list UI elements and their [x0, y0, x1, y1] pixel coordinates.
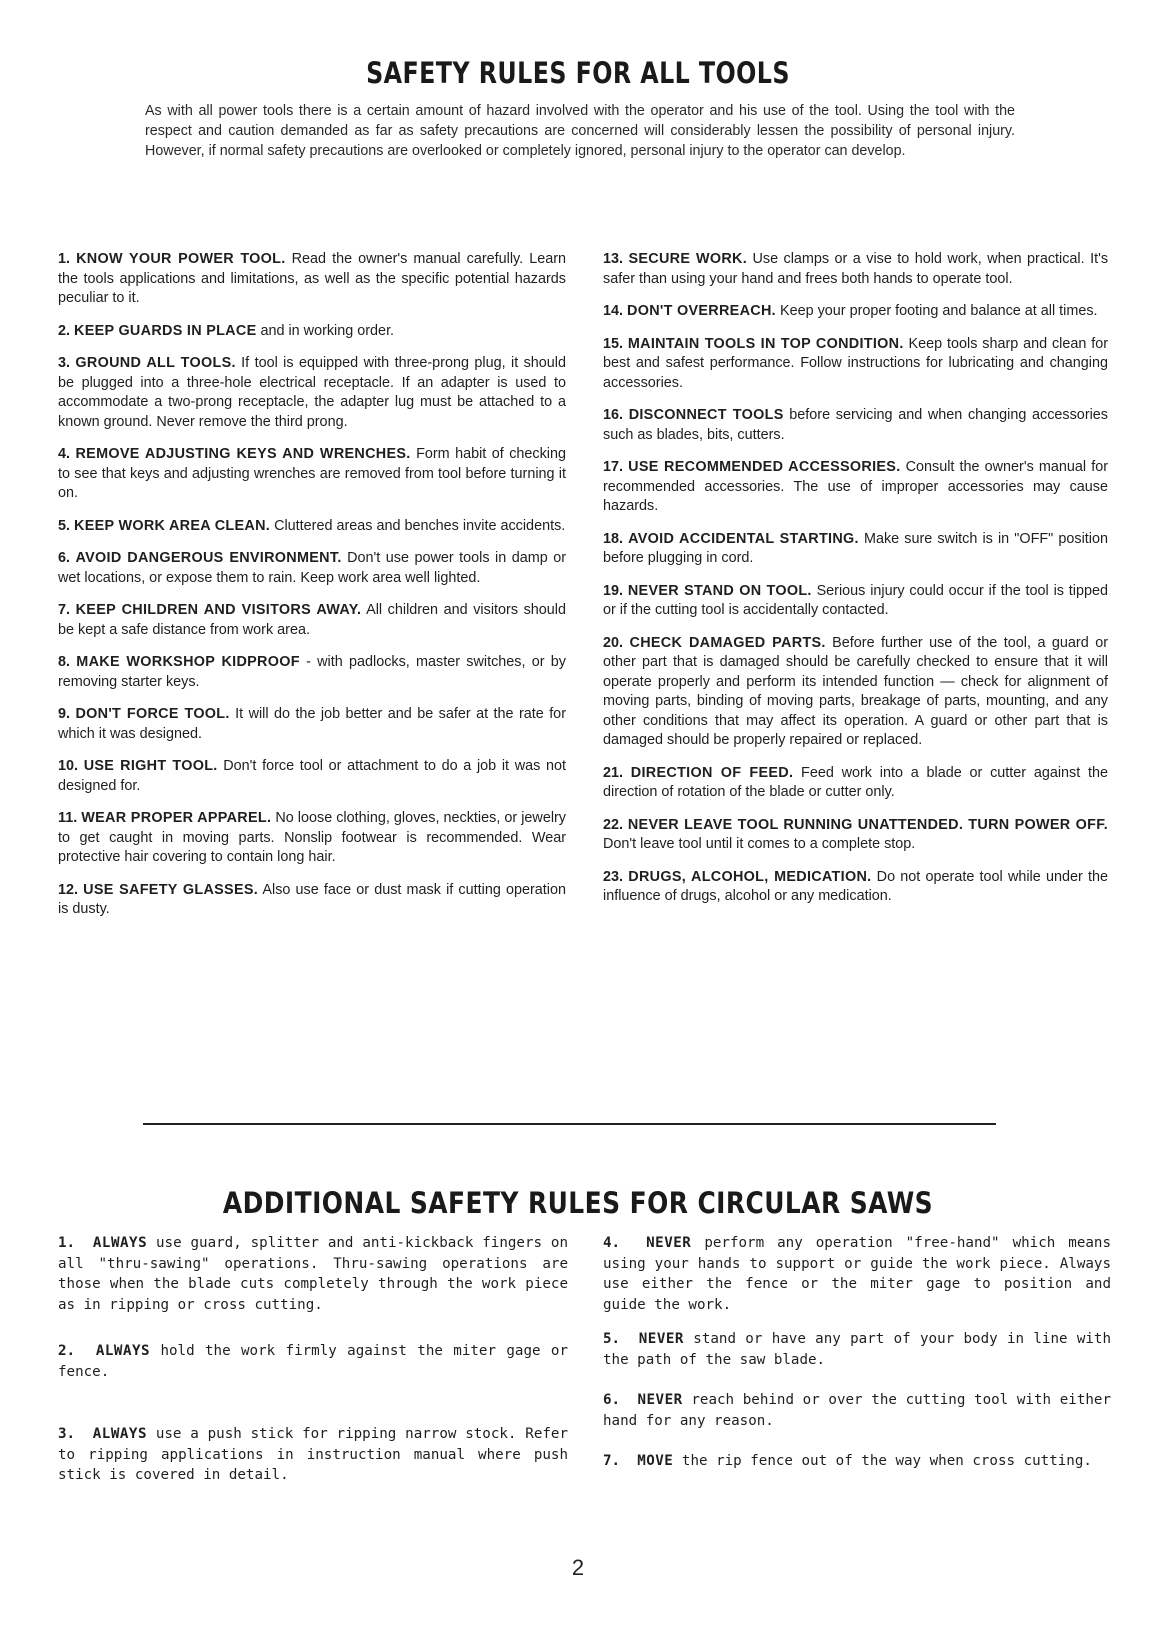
- rule-number: 9.: [58, 706, 71, 722]
- rule-number: 5.: [603, 1331, 621, 1347]
- rule-number: 2.: [58, 1343, 76, 1359]
- saw-rules-right-column: [603, 1233, 1111, 1472]
- rule-item: [58, 653, 566, 692]
- rule-text: the rip fence out of the way when cross cutting.: [681, 1453, 1092, 1469]
- rule-item: [603, 582, 1108, 621]
- rule-number: 12.: [58, 881, 79, 898]
- rule-text: Keep your proper footing and balance at all times.: [779, 303, 1098, 319]
- rule-number: 19.: [603, 582, 624, 599]
- rule-item: [603, 335, 1108, 394]
- rule-text: hold the work firmly against the miter gage or fence.: [58, 1343, 568, 1380]
- rule-text: - with padlocks, master switches, or by removing starter keys.: [58, 654, 566, 690]
- rule-number: 13.: [603, 251, 624, 267]
- section-divider: [143, 1123, 996, 1125]
- rule-heading: KEEP CHILDREN AND VISITORS AWAY.: [75, 602, 362, 618]
- rule-number: 17.: [603, 459, 624, 475]
- rule-item: [58, 445, 566, 504]
- rule-heading: MAKE WORKSHOP KIDPROOF: [76, 654, 300, 670]
- rules-right-column: [603, 250, 1108, 920]
- rule-number: 21.: [603, 764, 624, 781]
- page-number: 2: [571, 1555, 585, 1580]
- rule-item: [58, 322, 566, 342]
- rules-left-column: [58, 250, 566, 933]
- rule-number: 23.: [603, 868, 624, 885]
- rule-heading: SECURE WORK.: [628, 251, 748, 267]
- rule-heading: GROUND ALL TOOLS.: [75, 355, 236, 371]
- rule-keyword: ALWAYS: [92, 1426, 147, 1442]
- rule-number: 6.: [603, 1392, 621, 1408]
- rule-text: Feed work into a blade or cutter against the direction of rotation of the blade or cutter only.: [603, 764, 1109, 800]
- rule-text: Don't force tool or attachment to do a job it was not designed for.: [58, 758, 566, 794]
- rule-text: If tool is equipped with three-prong plug, it should be plugged into a three-hole electrical receptacle. If an adapter is used to accommodate a two-prong receptacle, the adapter lug must be attached to a known ground. Never remove the third prong.: [58, 355, 566, 430]
- rule-number: 15.: [603, 335, 624, 352]
- page-title: SAFETY RULES FOR ALL TOOLS: [366, 56, 790, 90]
- rule-item: [603, 816, 1108, 855]
- rule-number: 6.: [58, 550, 71, 566]
- rule-heading: MAINTAIN TOOLS IN TOP CONDITION.: [627, 335, 904, 352]
- saw-rule-item: [58, 1341, 568, 1382]
- rule-item: [58, 881, 566, 920]
- rule-heading: KEEP GUARDS IN PLACE: [74, 322, 257, 339]
- rule-keyword: NEVER: [638, 1331, 684, 1347]
- rule-number: 18.: [603, 530, 624, 547]
- rule-number: 22.: [603, 816, 624, 833]
- rule-item: [603, 458, 1108, 517]
- rule-number: 4.: [603, 1235, 621, 1251]
- saw-rule-item: [603, 1233, 1111, 1315]
- rule-heading: CHECK DAMAGED PARTS.: [629, 634, 826, 651]
- rule-number: 8.: [58, 654, 71, 670]
- rule-number: 1.: [58, 251, 71, 267]
- intro-paragraph: As with all power tools there is a certain amount of hazard involved with the operator and his use of the tool. Using the tool with the respect and caution demanded as far as safety precautions are concerned will considerably lessen the possibility of personal injury. However, if normal safety precautions are overlooked or completely ignored, personal injury to the operator can develop.: [145, 103, 1015, 159]
- rule-number: 3.: [58, 1426, 76, 1442]
- rule-text: Read the owner's manual carefully. Learn the tools applications and limitations, as well as the specific potential hazards peculiar to it.: [58, 251, 567, 306]
- rule-text: Do not operate tool while under the influence of drugs, alcohol or any medication.: [603, 868, 1109, 904]
- rule-item: [603, 868, 1108, 907]
- rule-text: It will do the job better and be safer at the rate for which it was designed.: [58, 706, 566, 742]
- rule-heading: USE RECOMMENDED ACCESSORIES.: [628, 459, 901, 475]
- rule-heading: REMOVE ADJUSTING KEYS AND WRENCHES.: [75, 446, 411, 462]
- saw-rules-left-column: [58, 1233, 568, 1486]
- rule-number: 3.: [58, 355, 71, 371]
- rule-heading: WEAR PROPER APPAREL.: [81, 810, 272, 826]
- rule-item: [603, 634, 1108, 751]
- rule-text: Serious injury could occur if the tool is tipped or if the cutting tool is accidentally contacted.: [603, 582, 1109, 618]
- rule-item: [603, 406, 1108, 445]
- rule-keyword: ALWAYS: [92, 1235, 148, 1251]
- rule-text: Keep tools sharp and clean for best and safest performance. Follow instructions for lubricating and changing accessories.: [603, 335, 1109, 391]
- saw-rule-item: [58, 1424, 568, 1486]
- rule-heading: DISCONNECT TOOLS: [628, 407, 784, 423]
- rule-text: perform any operation "free-hand" which means using your hands to support or guide the work piece. Always use either the fence or the miter gage to position and guide the work.: [603, 1235, 1112, 1313]
- rule-text: Don't use power tools in damp or wet locations, or expose them to rain. Keep work area well lighted.: [58, 550, 566, 586]
- rule-number: 2.: [58, 322, 71, 339]
- rule-text: No loose clothing, gloves, neckties, or jewelry to get caught in moving parts. Nonslip footwear is recommended. Wear protective hair covering to contain long hair.: [58, 810, 567, 865]
- rule-text: All children and visitors should be kept a safe distance from work area.: [58, 602, 567, 638]
- rule-keyword: MOVE: [637, 1453, 674, 1469]
- rule-text: Before further use of the tool, a guard or other part that is damaged should be carefully checked to ensure that it will operate properly and perform its intended function — check for alignment of moving parts, binding of moving parts, breakage of parts, mounting, and any other conditions that may affect its operation. A guard or other part that is damaged should be properly repaired or replaced.: [603, 634, 1109, 748]
- saw-rule-item: [603, 1329, 1111, 1370]
- rule-text: before servicing and when changing accessories such as blades, bits, cutters.: [603, 407, 1109, 443]
- saw-rule-item: [603, 1451, 1111, 1472]
- rule-heading: NEVER STAND ON TOOL.: [627, 582, 812, 599]
- rule-heading: NEVER LEAVE TOOL RUNNING UNATTENDED. TURN POWER OFF.: [627, 816, 1109, 833]
- rule-item: [58, 517, 566, 537]
- rule-number: 7.: [58, 602, 71, 618]
- rule-item: [603, 250, 1108, 289]
- rule-item: [603, 530, 1108, 569]
- rule-text: Also use face or dust mask if cutting operation is dusty.: [58, 881, 566, 917]
- rule-heading: DON'T FORCE TOOL.: [75, 706, 230, 722]
- rule-heading: DIRECTION OF FEED.: [630, 764, 794, 781]
- rule-item: [58, 601, 566, 640]
- rule-item: [58, 809, 566, 868]
- rule-keyword: NEVER: [637, 1392, 683, 1408]
- rule-heading: AVOID ACCIDENTAL STARTING.: [628, 530, 859, 547]
- rule-text: reach behind or over the cutting tool with either hand for any reason.: [603, 1392, 1111, 1429]
- rule-heading: DRUGS, ALCOHOL, MEDICATION.: [628, 868, 872, 885]
- rule-number: 5.: [58, 517, 71, 534]
- saw-rule-item: [58, 1233, 568, 1315]
- rule-text: Make sure switch is in "OFF" position before plugging in cord.: [603, 530, 1109, 566]
- rule-number: 7.: [603, 1453, 621, 1469]
- saw-section-title: ADDITIONAL SAFETY RULES FOR CIRCULAR SAWS: [222, 1186, 934, 1220]
- rule-text: Consult the owner's manual for recommended accessories. The use of improper accessories may cause hazards.: [603, 459, 1109, 514]
- rule-text: use a push stick for ripping narrow stock. Refer to ripping applications in instruction manual where push stick is covered in detail.: [58, 1426, 569, 1483]
- rule-keyword: NEVER: [646, 1235, 692, 1251]
- rule-item: [58, 757, 566, 796]
- rule-text: Don't leave tool until it comes to a complete stop.: [603, 836, 916, 852]
- rule-heading: USE RIGHT TOOL.: [83, 758, 218, 774]
- rule-text: use guard, splitter and anti-kickback fingers on all "thru-sawing" operations. Thru-sawing operations are those when the blade cuts completely through the work piece as in ripping or cross cutting.: [58, 1235, 569, 1313]
- rule-number: 4.: [58, 446, 71, 462]
- rule-item: [58, 705, 566, 744]
- rule-item: [58, 354, 566, 432]
- rule-item: [58, 549, 566, 588]
- rule-number: 11.: [58, 810, 78, 826]
- rule-text: Cluttered areas and benches invite accidents.: [274, 517, 566, 534]
- rule-number: 16.: [603, 407, 624, 423]
- rule-heading: KNOW YOUR POWER TOOL.: [76, 251, 286, 267]
- saw-rule-item: [603, 1390, 1111, 1431]
- rule-heading: USE SAFETY GLASSES.: [83, 881, 259, 898]
- rule-number: 14.: [603, 303, 624, 319]
- rule-text: stand or have any part of your body in line with the path of the saw blade.: [603, 1331, 1112, 1368]
- rule-number: 1.: [58, 1235, 76, 1251]
- rule-text: and in working order.: [260, 322, 395, 339]
- rule-item: [603, 302, 1108, 322]
- rule-text: Form habit of checking to see that keys and adjusting wrenches are removed from tool before turning it on.: [58, 446, 567, 501]
- rule-text: Use clamps or a vise to hold work, when practical. It's safer than using your hand and frees both hands to operate tool.: [603, 251, 1109, 287]
- rule-heading: DON'T OVERREACH.: [627, 303, 776, 319]
- rule-keyword: ALWAYS: [95, 1343, 151, 1359]
- rule-item: [58, 250, 566, 309]
- rule-heading: KEEP WORK AREA CLEAN.: [74, 517, 271, 534]
- rule-heading: AVOID DANGEROUS ENVIRONMENT.: [75, 550, 342, 566]
- rule-number: 20.: [603, 634, 624, 651]
- rule-number: 10.: [58, 758, 79, 774]
- rule-item: [603, 764, 1108, 803]
